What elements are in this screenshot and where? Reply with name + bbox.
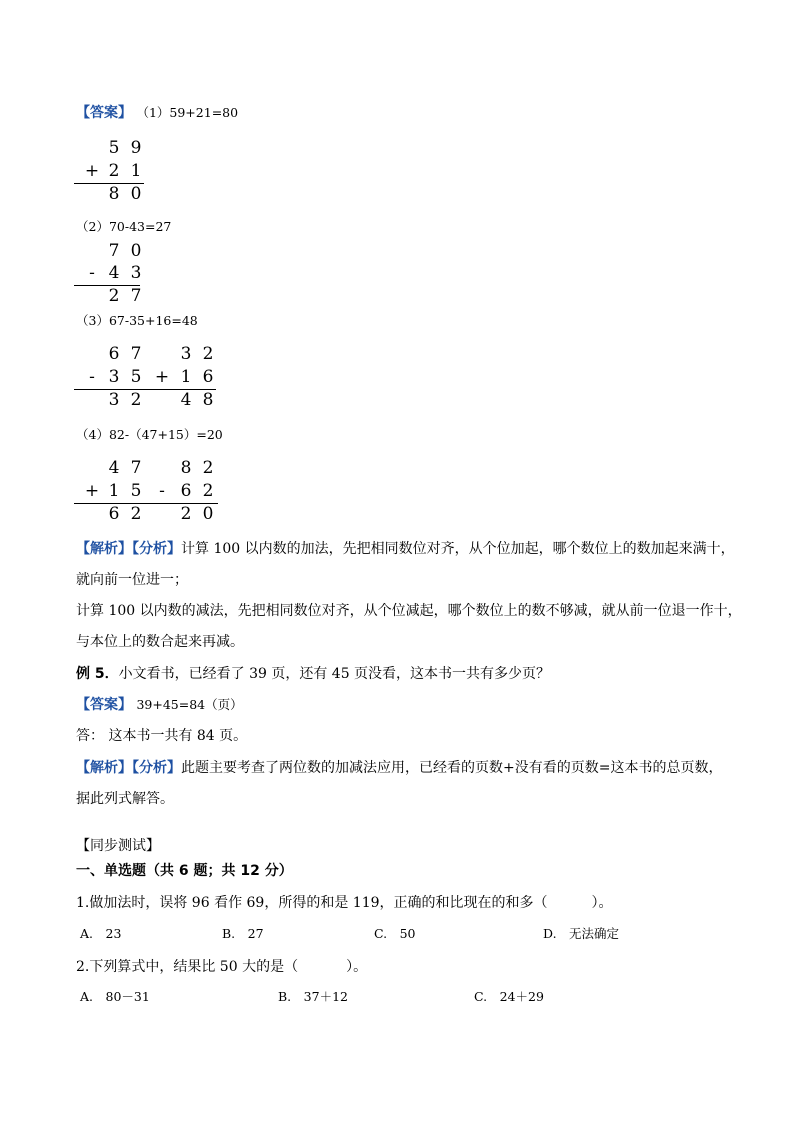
calc5-r3-c3: 2 [130,504,142,524]
question-2-stem-b: ）。 [346,959,368,975]
calc6-r2-c2: 6 [180,481,192,501]
calc4-r3-c3: 8 [202,390,214,410]
question-1-stem-b: ）。 [591,895,613,911]
calc4-r2-op: + [154,367,170,387]
sync-test-heading: 【同步测试】 [76,838,160,854]
question-1-stem-a: 1.做加法时，误将 96 看作 69，所得的和是 119，正确的和比现在的和多（ [76,895,548,911]
calc2-r1-c3: 0 [130,241,142,261]
calc1-r1-c2: 5 [108,138,120,158]
calc5-r2-op: + [84,481,100,501]
calc5-r1-c2: 4 [108,458,120,478]
question-2-stem-a: 2.下列算式中，结果比 50 大的是（ [76,959,299,975]
calc2-r3-c2: 2 [108,286,120,306]
calc4-r1-c2: 3 [180,344,192,364]
calc6-r1-c3: 2 [202,458,214,478]
analysis-2-line-1 [76,759,722,777]
q2-option-b[interactable]: B. 37＋12 [278,989,348,1004]
answer-5-eq: 39+45=84（页） [136,697,243,712]
answer-label: 【答案】 [76,105,132,121]
example-5-text: 小文看书，已经看了 39 页，还有 45 页没看，这本书一共有多少页？ [118,666,551,682]
calc3-r2-op: - [89,367,95,387]
analysis-1-line-2: 就向前一位进一； [76,572,188,588]
q1-option-d[interactable]: D. 无法确定 [543,926,620,941]
q1-option-c[interactable]: C. 50 [374,926,416,941]
calc1-r2-c3: 1 [130,161,142,181]
calc6-r1-c2: 8 [180,458,192,478]
calc3-r2-c3: 5 [130,367,142,387]
q1-option-a[interactable]: A. 23 [80,926,122,941]
calc2-r1-c2: 7 [108,241,120,261]
q1-option-b[interactable]: B. 27 [222,926,264,941]
calc4-r2-c3: 6 [202,367,214,387]
answer-part-3: （3）67-35+16=48 [76,313,198,328]
analysis-2-sub: 【分析】 [132,760,181,776]
calc2-r3-c3: 7 [130,286,142,306]
calc2-r2-op: - [89,263,95,283]
q2-option-a[interactable]: A. 80－31 [80,989,150,1004]
analysis-1-line-4: 与本位上的数合起来再减。 [76,634,244,650]
calc3-r3-c2: 3 [108,390,120,410]
answer-part-2: （2）70-43=27 [76,219,172,234]
calc4-r3-c2: 4 [180,390,192,410]
calc5-r2-c2: 1 [108,481,120,501]
analysis-1-line-1 [76,540,735,558]
calc3-r2-c2: 3 [108,367,120,387]
calc6-r3-c2: 2 [180,504,192,524]
question-2-stem [76,958,367,976]
calc5-r2-c3: 5 [130,481,142,501]
calc1-r2-op: + [84,161,100,181]
calc6-r2-c3: 2 [202,481,214,501]
calc1-r1-c3: 9 [130,138,142,158]
analysis-2-text-1: 此题主要考查了两位数的加减法应用，已经看的页数+没有看的页数=这本书的总页数， [181,760,723,776]
analysis-1-line-3: 计算 100 以内数的减法，先把相同数位对齐，从个位减起，哪个数位上的数不够减，就从前一位退一作十， [76,603,742,619]
calc1-r2-c2: 2 [108,161,120,181]
analysis-2-line-2: 据此列式解答。 [76,791,174,807]
answer-5 [76,696,243,714]
calc6-r3-c3: 0 [202,504,214,524]
calc1-r3-c3: 0 [130,184,142,204]
calc4-r1-c3: 2 [202,344,214,364]
calc5-r3-c2: 6 [108,504,120,524]
analysis-1-sub: 【分析】 [132,541,181,557]
answer-5-label: 【答案】 [76,697,132,713]
single-choice-section-title: 一、单选题（共 6 题；共 12 分） [76,863,293,879]
answer-5-reply: 答： 这本书一共有 84 页。 [76,728,248,744]
analysis-1-text-1: 计算 100 以内数的加法，先把相同数位对齐，从个位加起，哪个数位上的数加起来满十， [181,541,735,557]
answer-part-1: （1）59+21=80 [136,105,239,120]
example-5-label: 例 5． [76,666,119,682]
q2-option-c[interactable]: C. 24＋29 [474,989,544,1004]
example-5 [76,665,550,683]
calc4-r2-c2: 1 [180,367,192,387]
calc2-r2-c2: 4 [108,263,120,283]
calc3-r3-c3: 2 [130,390,142,410]
calc3-r1-c3: 7 [130,344,142,364]
calc2-r2-c3: 3 [130,263,142,283]
answer-part-4: （4）82-（47+15）=20 [76,427,223,442]
calc6-r2-op: - [159,481,165,501]
calc1-r3-c2: 8 [108,184,120,204]
question-1-stem [76,894,613,912]
analysis-2-label: 【解析】 [76,760,132,776]
calc3-r1-c2: 6 [108,344,120,364]
calc5-r1-c3: 7 [130,458,142,478]
analysis-1-label: 【解析】 [76,541,132,557]
answer-heading [76,104,238,122]
